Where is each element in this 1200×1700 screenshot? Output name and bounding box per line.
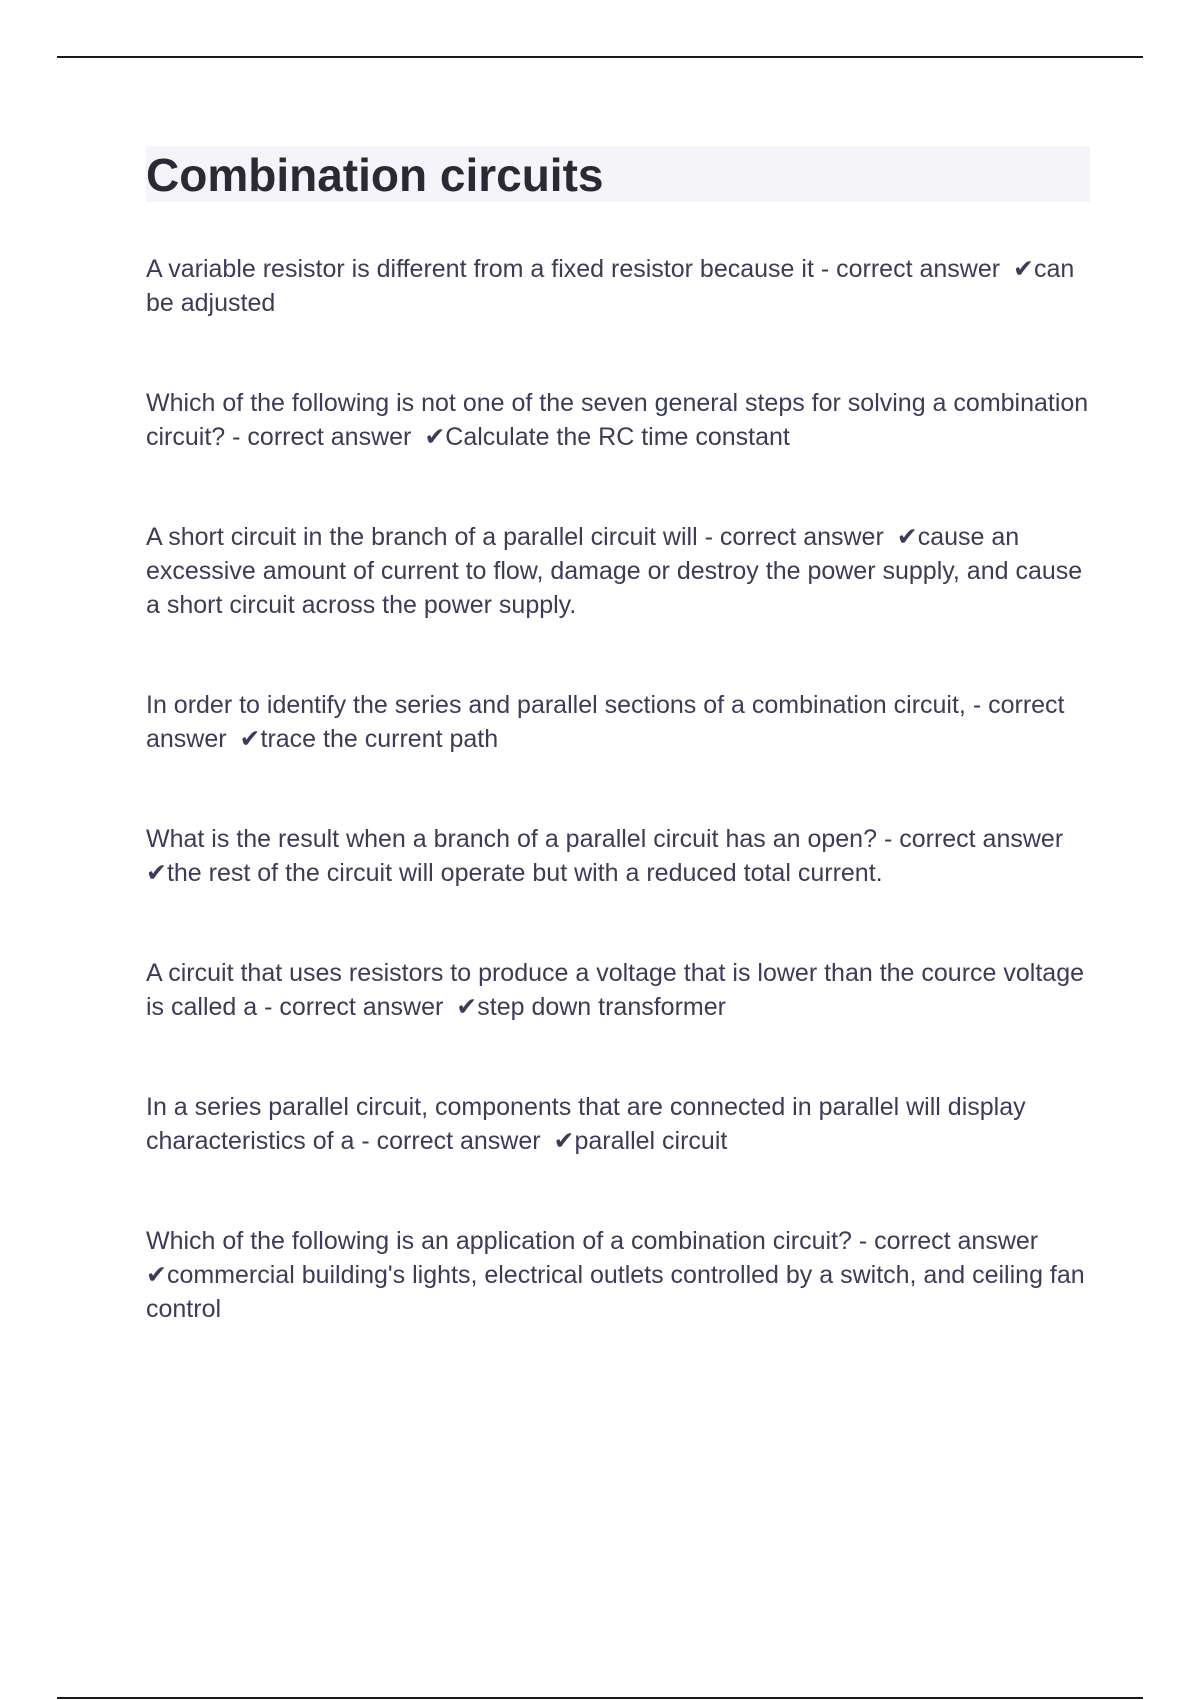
qa-item (146, 1090, 1090, 1158)
answer-label: - correct answer (264, 993, 444, 1021)
answer-text: Calculate the RC time constant (445, 423, 790, 451)
question-text: A circuit that uses resistors to produce a voltage that is lower than the cource voltage is called a (146, 959, 1085, 1021)
question-text: A variable resistor is different from a fixed resistor because it (146, 255, 814, 283)
document-body (146, 146, 1090, 1392)
qa-item (146, 822, 1090, 890)
answer-label: - correct answer (361, 1127, 541, 1155)
question-text: Which of the following is an application of a combination circuit? (146, 1227, 852, 1255)
answer-label: - correct answer (232, 423, 412, 451)
answer-label: - correct answer (704, 523, 884, 551)
qa-item (146, 520, 1090, 622)
answer-text: can be adjusted (146, 255, 1075, 317)
check-icon: ✔ (146, 1261, 167, 1289)
qa-item (146, 252, 1090, 320)
title-band (146, 146, 1090, 202)
document-title: Combination circuits (146, 149, 604, 201)
answer-text: trace the current path (260, 725, 499, 753)
qa-item (146, 956, 1090, 1024)
answer-label: - correct answer (883, 825, 1064, 853)
question-text: What is the result when a branch of a parallel circuit has an open? (146, 825, 877, 853)
answer-text: cause an excessive amount of current to flow, damage or destroy the power supply, and cause a short circuit across the power supply. (146, 523, 1083, 619)
qa-item (146, 1224, 1090, 1326)
answer-text: the rest of the circuit will operate but with a reduced total current. (166, 859, 883, 887)
answer-label: - correct answer (146, 691, 1065, 753)
question-text: Which of the following is not one of the seven general steps for solving a combination circuit? (146, 389, 1089, 451)
answer-text: parallel circuit (574, 1127, 728, 1155)
bottom-rule (57, 1697, 1143, 1699)
check-icon: ✔ (553, 1127, 575, 1155)
check-icon: ✔ (1013, 255, 1034, 283)
answer-label: - correct answer (820, 255, 1001, 283)
qa-item (146, 688, 1090, 756)
answer-label: - correct answer (858, 1227, 1039, 1255)
answer-text: step down transformer (477, 993, 726, 1021)
check-icon: ✔ (456, 993, 478, 1021)
question-text: A short circuit in the branch of a parallel circuit will (146, 523, 698, 551)
question-text: In a series parallel circuit, components that are connected in parallel will display characteristics of a (146, 1093, 1026, 1155)
check-icon: ✔ (146, 859, 167, 887)
qa-item (146, 386, 1090, 454)
answer-text: commercial building's lights, electrical outlets controlled by a switch, and ceiling fan control (146, 1261, 1085, 1323)
question-text: In order to identify the series and parallel sections of a combination circuit, (146, 691, 966, 719)
top-rule (57, 56, 1143, 58)
check-icon: ✔ (896, 523, 918, 551)
check-icon: ✔ (424, 423, 446, 451)
check-icon: ✔ (239, 725, 261, 753)
